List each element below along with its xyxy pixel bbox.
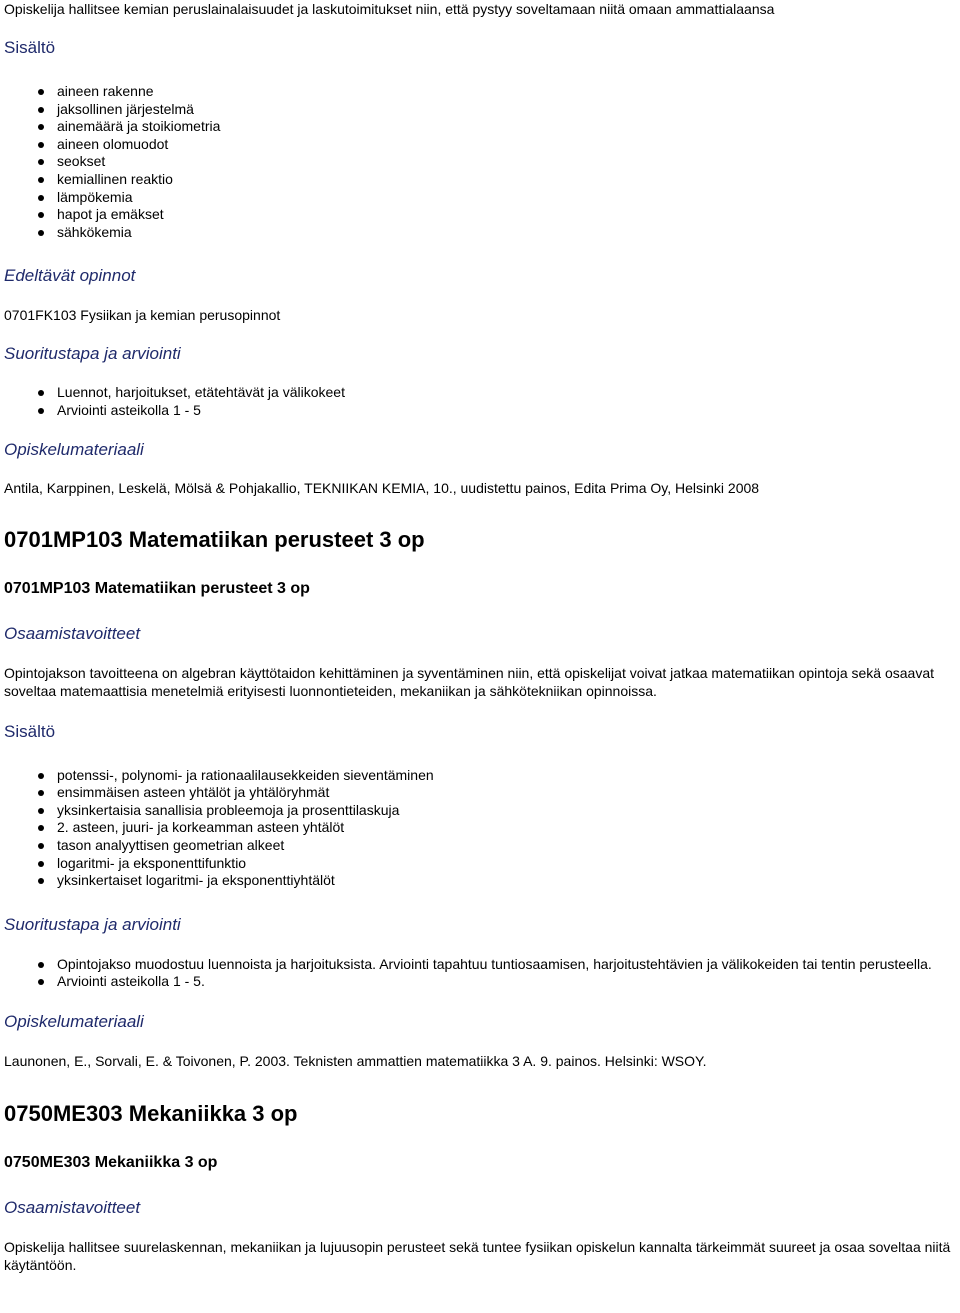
section-heading-suoritus-2: Suoritustapa ja arviointi xyxy=(4,914,181,934)
list-item: logaritmi- ja eksponenttifunktio xyxy=(57,855,956,873)
materiaali-text-1: Antila, Karppinen, Leskelä, Mölsä & Pohjakallio, TEKNIIKAN KEMIA, 10., uudistettu painos, Edita Prima Oy, Helsinki 2008 xyxy=(4,479,760,496)
section-heading-osaamis-2: Osaamistavoitteet xyxy=(4,623,141,643)
list-item: tason analyyttisen geometrian alkeet xyxy=(57,837,956,855)
list-item: ainemäärä ja stoikiometria xyxy=(57,118,956,136)
list-item: hapot ja emäkset xyxy=(57,206,956,224)
course-title-matematiikka: 0701MP103 Matematiikan perusteet 3 op xyxy=(4,526,425,552)
list-item: Arviointi asteikolla 1 - 5. xyxy=(57,973,936,991)
section-heading-sisalto-2: Sisältö xyxy=(4,721,56,741)
course-subtitle-matematiikka: 0701MP103 Matematiikan perusteet 3 op xyxy=(4,579,310,597)
list-item: ensimmäisen asteen yhtälöt ja yhtälöryhmät xyxy=(57,784,956,802)
sisalto-list-1 xyxy=(4,83,956,241)
osaamis-text-2: Opintojakson tavoitteena on algebran käyttötaidon kehittäminen ja syventäminen niin, että opiskelijat voivat jatkaa matematiikan opintoja sekä osaavat soveltaa matemaattisia menetelmiä erityisesti luonnontieteiden, mekaniikan ja sähkötekniikan opinnoissa. xyxy=(4,664,935,699)
suoritus-list-1 xyxy=(4,384,956,419)
intro-line: Opiskelija hallitsee kemian peruslainalaisuudet ja laskutoimitukset niin, että pystyy soveltamaan niitä omaan ammattialaansa xyxy=(4,1,775,17)
list-item: Luennot, harjoitukset, etätehtävät ja välikokeet xyxy=(57,384,956,402)
list-item: seokset xyxy=(57,153,956,171)
course-subtitle-mekaniikka: 0750ME303 Mekaniikka 3 op xyxy=(4,1153,218,1171)
list-item: sähkökemia xyxy=(57,224,956,242)
course-title-mekaniikka: 0750ME303 Mekaniikka 3 op xyxy=(4,1100,298,1126)
edeltavat-text: 0701FK103 Fysiikan ja kemian perusopinnot xyxy=(4,307,281,324)
section-heading-materiaali-2: Opiskelumateriaali xyxy=(4,1011,144,1031)
list-item: 2. asteen, juuri- ja korkeamman asteen yhtälöt xyxy=(57,819,956,837)
list-item: yksinkertaisia sanallisia probleemoja ja prosenttilaskuja xyxy=(57,802,956,820)
osaamis-text-3: Opiskelija hallitsee suurelaskennan, mekaniikan ja lujuusopin perusteet sekä tuntee fysiikan opiskelun kannalta tärkeimmät suureet ja osaa soveltaa niitä käytäntöön. xyxy=(4,1238,951,1273)
list-item: jaksollinen järjestelmä xyxy=(57,101,956,119)
list-item: yksinkertaiset logaritmi- ja eksponenttiyhtälöt xyxy=(57,872,956,890)
materiaali-text-2: Launonen, E., Sorvali, E. & Toivonen, P. 2003. Teknisten ammattien matematiikka 3 A. 9. painos. Helsinki: WSOY. xyxy=(4,1052,707,1069)
sisalto-list-2 xyxy=(4,767,956,890)
section-heading-osaamis-3: Osaamistavoitteet xyxy=(4,1197,141,1217)
list-item: kemiallinen reaktio xyxy=(57,171,956,189)
section-heading-sisalto-1: Sisältö xyxy=(4,38,56,57)
list-item: Arviointi asteikolla 1 - 5 xyxy=(57,402,956,420)
list-item: potenssi-, polynomi- ja rationaalilausekkeiden sieventäminen xyxy=(57,767,956,785)
list-item: Opintojakso muodostuu luennoista ja harjoituksista. Arviointi tapahtuu tuntiosaamisen, harjoitustehtävien ja välikokeiden tai tentin perusteella. xyxy=(57,956,936,974)
section-heading-edeltavat: Edeltävät opinnot xyxy=(4,266,136,286)
suoritus-list-2 xyxy=(4,956,956,991)
section-heading-materiaali-1: Opiskelumateriaali xyxy=(4,439,144,459)
section-heading-suoritus-1: Suoritustapa ja arviointi xyxy=(4,344,181,364)
list-item: aineen olomuodot xyxy=(57,136,956,154)
list-item: aineen rakenne xyxy=(57,83,956,101)
list-item: lämpökemia xyxy=(57,189,956,207)
